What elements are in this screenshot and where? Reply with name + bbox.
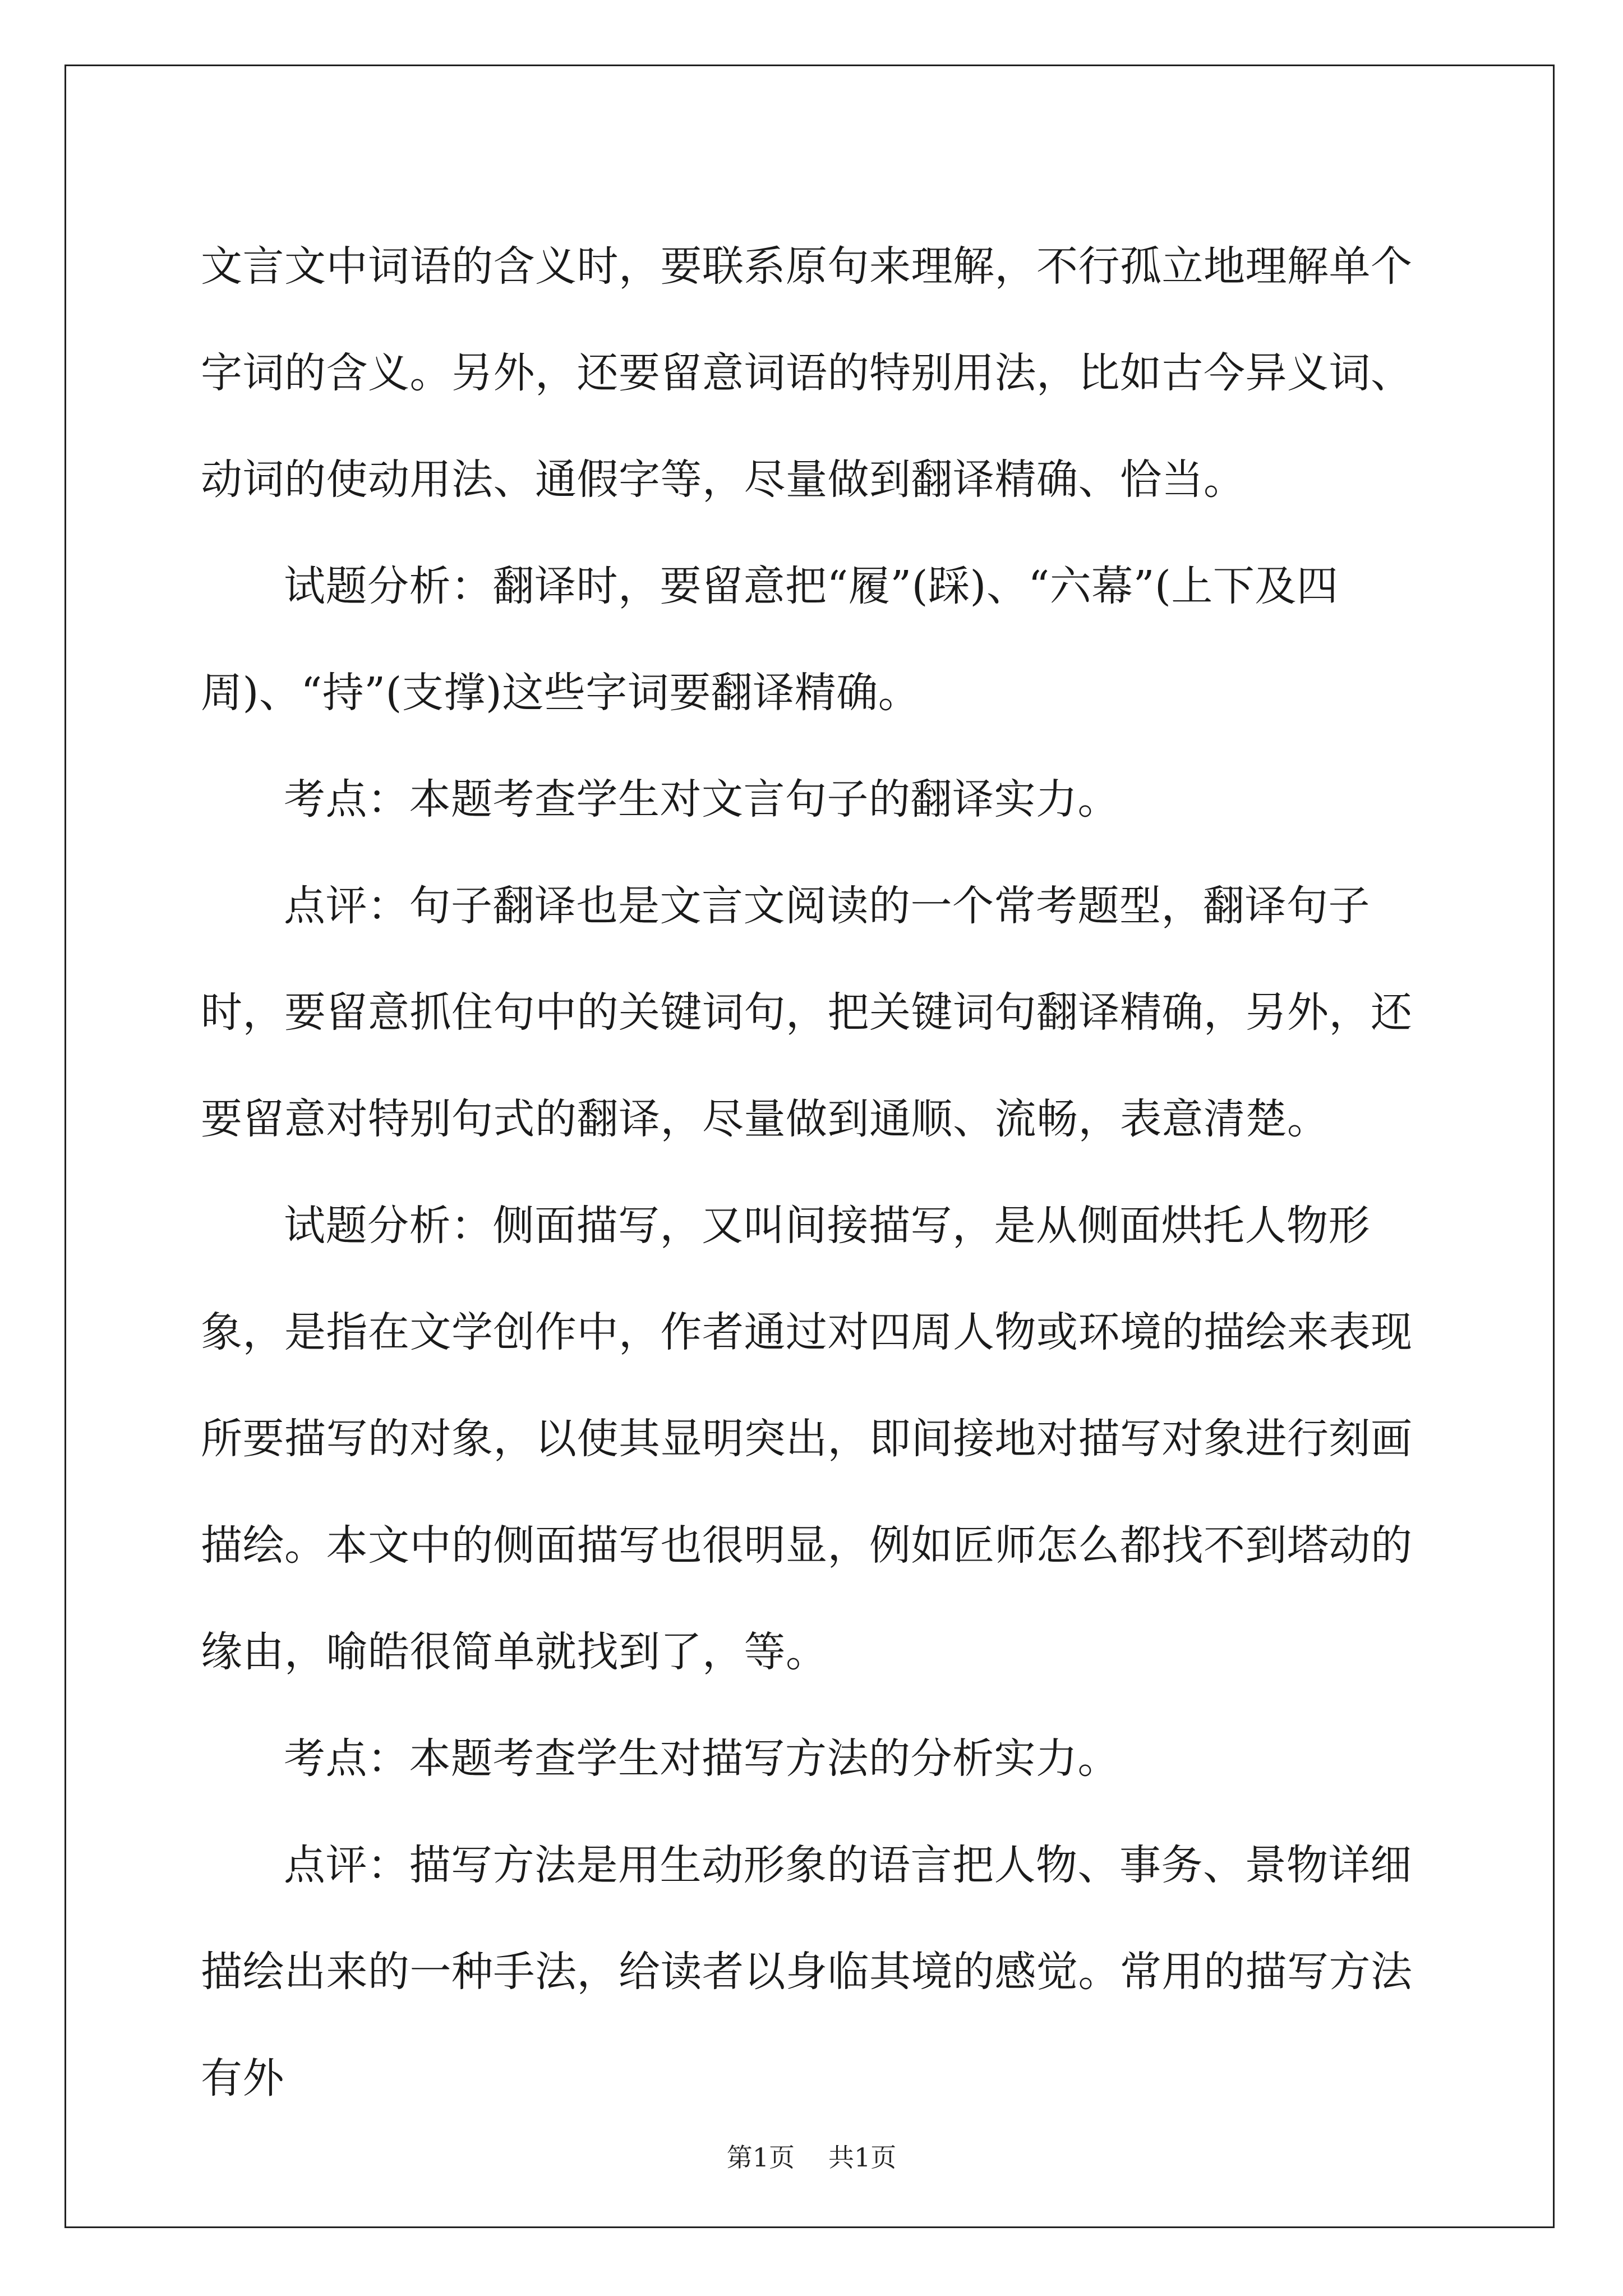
paragraph-7: 点评：描写方法是用生动形象的语言把人物、事务、景物详细描绘出来的一种手法，给读者以身临其境的感觉。常用的描写方法有外 (201, 1841, 1413, 2102)
paragraph-1: 文言文中词语的含义时，要联系原句来理解，不行孤立地理解单个字词的含义。另外，还要留意词语的特别用法，比如古今异义词、动词的使动用法、通假字等，尽量做到翻译精确、恰当。 (201, 242, 1413, 504)
paragraph-6: 考点：本题考查学生对描写方法的分析实力。 (284, 1734, 1119, 1783)
document-body (201, 213, 1429, 2132)
page-footer (0, 2137, 1623, 2174)
page-number-total: 共1页 (828, 2142, 897, 2173)
page-number-current: 第1页 (726, 2142, 795, 2173)
paragraph-5: 试题分析：侧面描写，又叫间接描写，是从侧面烘托人物形象，是指在文学创作中，作者通过对四周人物或环境的描绘来表现所要描写的对象，以使其显明突出，即间接地对描写对象进行刻画描绘。本文中的侧面描写也很明显，例如匠师怎么都找不到塔动的缘由，喻皓很简单就找到了，等。 (201, 1202, 1413, 1676)
paragraph-4: 点评：句子翻译也是文言文阅读的一个常考题型，翻译句子时，要留意抓住句中的关键词句，把关键词句翻译精确，另外，还要留意对特别句式的翻译，尽量做到通顺、流畅，表意清楚。 (201, 882, 1413, 1143)
paragraph-3: 考点：本题考查学生对文言句子的翻译实力。 (284, 775, 1119, 823)
paragraph-2: 试题分析：翻译时，要留意把“履”(踩)、“六幕”(上下及四周)、“持”(支撑)这些字词要翻译精确。 (201, 562, 1339, 717)
